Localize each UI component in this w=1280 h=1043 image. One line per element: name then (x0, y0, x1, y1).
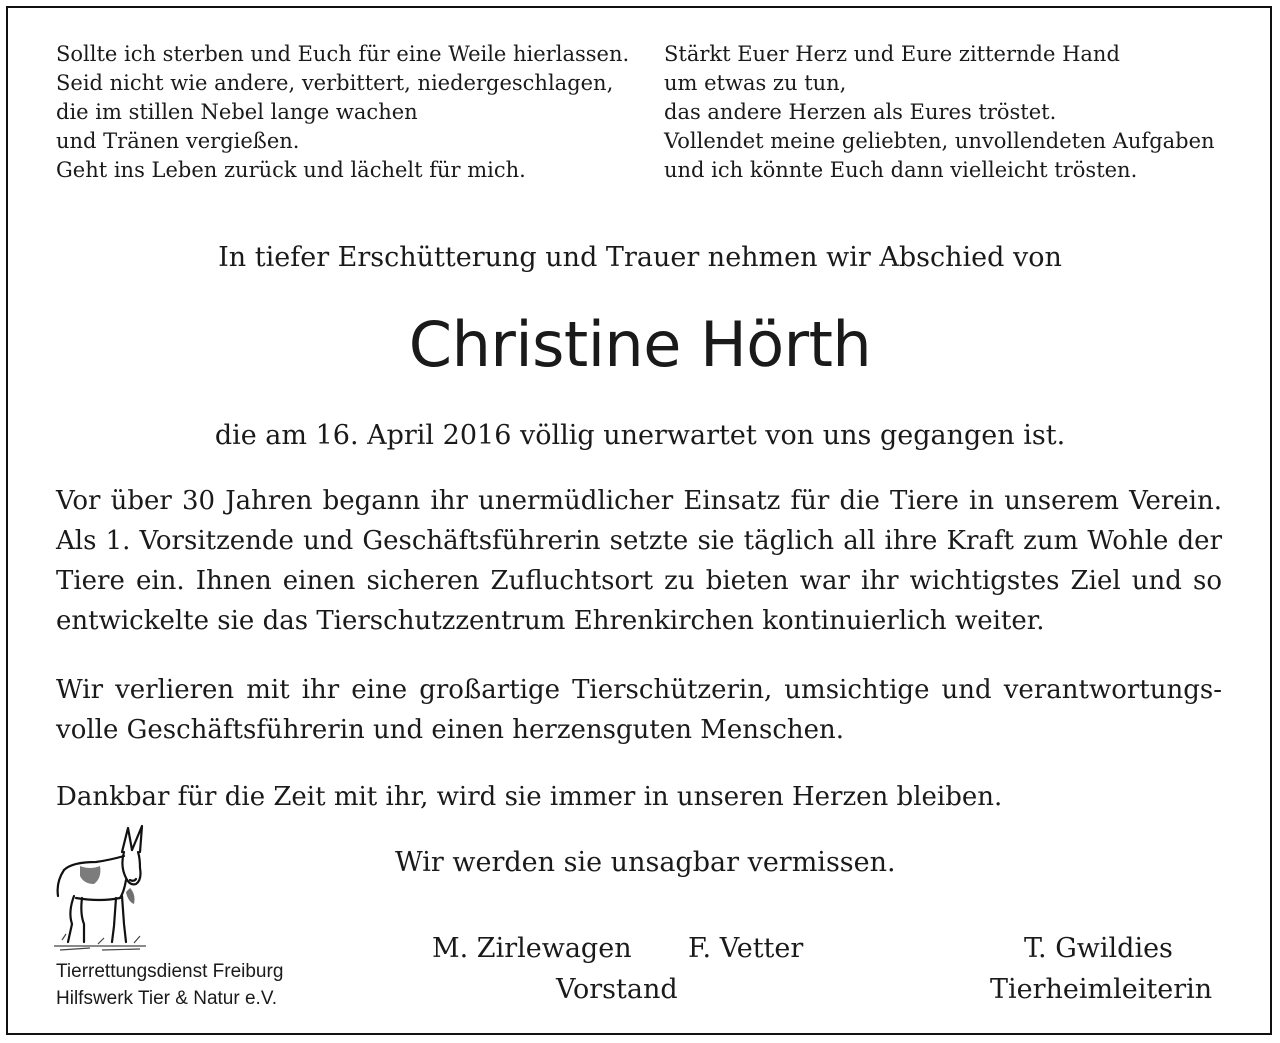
poem-line: um etwas zu tun, (664, 71, 847, 95)
organization-line2: Hilfswerk Tier & Natur e.V. (56, 988, 278, 1009)
signature-name: T. Gwildies (1024, 933, 1173, 964)
poem-line: Vollendet meine geliebten, unvollendeten Aufgaben (664, 129, 1215, 153)
organization-name (56, 958, 283, 1012)
closing-line: Wir werden sie unsagbar vermissen. (395, 847, 896, 878)
body-paragraph: Wir verlieren mit ihr eine großartige Tierschützerin, umsichtige und verantwortungs-volle Geschäftsführerin und einen herzensguten Menschen. (56, 675, 1222, 745)
poem-right-column (664, 40, 1215, 185)
poem-left-column (56, 40, 629, 185)
poem-line: Geht ins Leben zurück und lächelt für mich. (56, 158, 526, 182)
signature-role: Tierheimleiterin (990, 974, 1213, 1005)
poem-line: Seid nicht wie andere, verbittert, niedergeschlagen, (56, 71, 614, 95)
organization-line1: Tierrettungsdienst Freiburg (56, 961, 284, 982)
body-paragraph: Vor über 30 Jahren begann ihr unermüdlicher Einsatz für die Tiere in unserem Verein. Als 1. Vorsitzende und Geschäftsführerin setzte sie täglich all ihre Kraft zum Wohle der Tiere ein. Ihnen einen sicheren Zufluchtsort zu bieten war ihr wichtigstes Ziel und so entwickelte sie das Tierschutzzentrum Ehrenkirchen kontinuierlich weiter. (56, 486, 1222, 636)
poem-line: und ich könnte Euch dann vielleicht trösten. (664, 158, 1138, 182)
foal-icon (50, 822, 150, 954)
signature-role: Vorstand (556, 974, 678, 1005)
poem-line: und Tränen vergießen. (56, 129, 300, 153)
body-paragraph: Dankbar für die Zeit mit ihr, wird sie immer in unseren Herzen bleiben. (56, 782, 1003, 812)
poem-line: die im stillen Nebel lange wachen (56, 100, 418, 124)
signature-name: M. Zirlewagen (432, 933, 632, 964)
poem-line: das andere Herzen als Eures tröstet. (664, 100, 1057, 124)
date-line: die am 16. April 2016 völlig unerwartet von uns gegangen ist. (214, 420, 1066, 451)
poem-line: Sollte ich sterben und Euch für eine Weile hierlassen. (56, 42, 630, 66)
poem-line: Stärkt Euer Herz und Eure zitternde Hand (664, 42, 1120, 66)
deceased-name: Christine Hörth (408, 308, 872, 381)
intro-text: In tiefer Erschütterung und Trauer nehmen wir Abschied von (218, 242, 1062, 273)
signature-name: F. Vetter (688, 933, 804, 964)
